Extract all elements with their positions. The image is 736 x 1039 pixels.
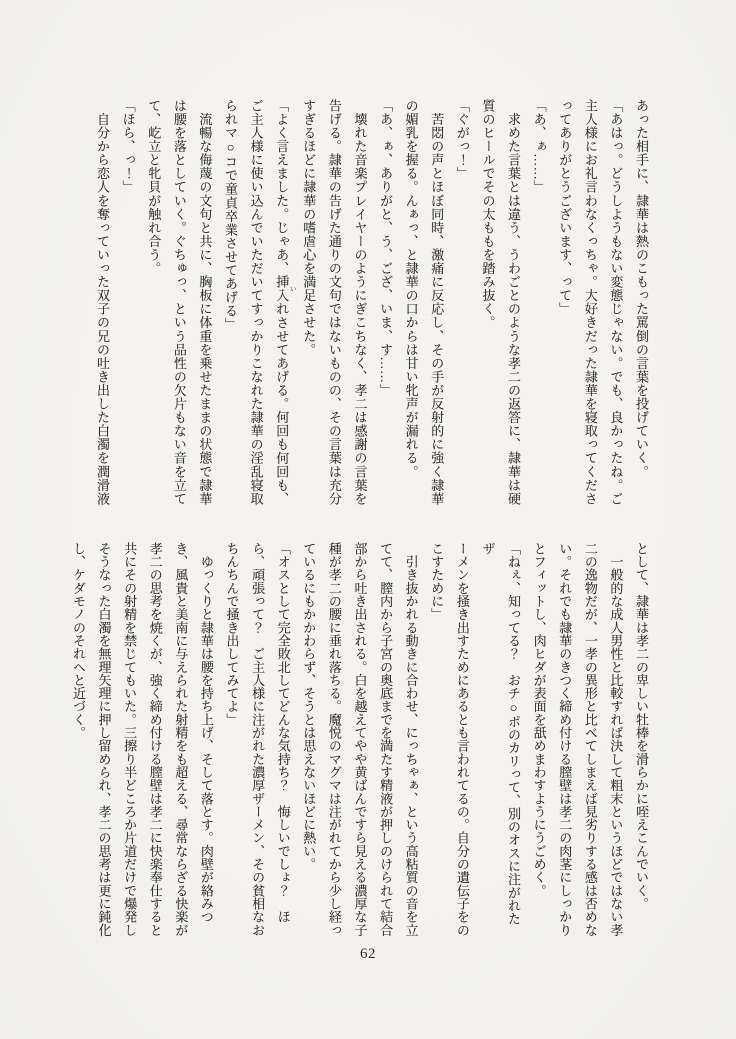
page-number: 62 — [360, 946, 376, 962]
text-line: すぎるほどに隷華の嗜虐心を満足させた。 — [301, 99, 317, 357]
text-line: い。それでも隷華のきつく締め付ける膣壁は孝二の肉茎にしっかり — [557, 542, 573, 937]
text-line: 共にその射精を禁じてもいた。三擦り半どころか片道だけで爆発し — [122, 542, 138, 937]
text-line: の媚乳を握る。んぁっ、と隷華の口からは甘い牝声が漏れる。 — [403, 99, 419, 479]
text-line: 二の逸物だが、一孝の異形と比べてしまえば見劣りする感は否めな — [582, 542, 598, 937]
text-line: そうなった白濁を無理矢理に押し留められ、孝二の思考は更に鈍化 — [96, 542, 112, 937]
text-line: ているにもかかわらず、そうとは思えないほどに熱い。 — [301, 542, 317, 871]
text-line: は腰を落としていく。ぐちゅっ、という品性の欠片もない音を立て — [171, 99, 187, 506]
text-line: 求めた言葉とは違う、うわごとのような孝二の返答に、隷華は硬 — [506, 99, 522, 506]
text-line: として、隷華は孝二の卑しい牡棒を滑らかに咥えこんでいく。 — [634, 542, 649, 911]
text-line: 「よく言えました。じゃあ、挿入 いれさせてあげる。何回も何回も、 — [274, 99, 296, 506]
text-line: てて、膣内から子宮の奥底までを満たす精液が押しのけられて結合 — [378, 542, 394, 937]
text-line: 孝二の思考を焼くが、強く締め付ける膣壁は孝二に快楽奉仕すると — [147, 542, 163, 937]
text-line: 「あ、ぁ、ありがと、う、ござ、いま、す……」 — [378, 99, 394, 398]
text-line: 引き抜かれる動きに合わせ、にっちゃぁ、という高粘質の音を立 — [403, 542, 419, 937]
text-line: き、風貴と美南に与えられた射精をも超える、尋常ならざる快楽が — [173, 542, 189, 937]
text-line: 質のヒールでその太ももを踏み抜く。 — [480, 99, 496, 330]
text-line: ら、頑張って？ ご主人様に注がれた濃厚ザーメン、その貧相なお — [250, 542, 266, 937]
text-line: 「ほら、っ！」 — [120, 99, 136, 194]
text-line: ちんちんで掻き出してみてよ」 — [224, 542, 240, 727]
text-line: あった相手に、隷華は熱のこもった罵倒の言葉を投げていく。 — [634, 99, 649, 479]
text-line: ーメンを掻き出すためにあるとも言われてるの。自分の遺伝子をの — [454, 542, 470, 937]
text-line: ってありがとうございます、って」 — [557, 99, 573, 316]
text-line: こすために」 — [429, 542, 445, 621]
text-line: 種が孝二の腰に垂れ落ちる。魔悦のマグマは注がれてから少し経っ — [326, 542, 342, 937]
text-block-upper — [90, 99, 654, 509]
text-line: 「オスとして完全敗北してどんな気持ち？ 悔しいでしょ？ ほ — [275, 542, 291, 924]
text-line: 流暢な侮蔑の文句と共に、胸板に体重を乗せたままの状態で隷華 — [197, 99, 213, 506]
text-line: 壊れた音楽プレイヤーのようにぎこちなく、孝二は感謝の言葉を — [352, 99, 368, 506]
text-block-lower — [70, 542, 654, 938]
text-line: られマ○コで童貞卒業させてあげる」 — [223, 99, 238, 332]
text-line: ゆっくりと隷華は腰を持ち上げ、そして落とす。肉壁が絡みつ — [198, 542, 214, 924]
text-line: 告げる。隷華の告げた通りの文句ではないものの、その言葉は充分 — [326, 99, 342, 506]
text-line: 「あ、ぁ……」 — [531, 99, 547, 194]
text-line: ご主人様に使い込んでいただいてすっかりこなれた隷華の淫乱寝取 — [248, 99, 264, 506]
text-line: 主人様にお礼言わなくっちゃ。大好きだった隷華を寝取ってくださ — [582, 99, 598, 506]
text-line: し、ケダモノのそれへと近づく。 — [70, 542, 86, 740]
text-line: 「ねぇ、知ってる？ おチ○ポのカリって、別のオスに注がれたザ — [480, 542, 522, 926]
text-line: て、屹立と牝貝が触れ合う。 — [146, 99, 162, 276]
text-line: 「ぐがっ！」 — [454, 99, 470, 181]
text-line: 一般的な成人男性と比較すれば決して粗末というほどではない孝 — [608, 542, 624, 937]
text-line: 「あはっ。どうしようもない変態じゃない。でも、良かったね。ご — [608, 99, 624, 506]
text-line: 自分から恋人を奪っていった双子の兄の吐き出した白濁を潤滑液 — [95, 99, 111, 506]
text-line: 苦悶の声とほぼ同時、激痛に反応し、その手が反射的に強く隷華 — [429, 99, 445, 506]
text-line: とフィットし、肉ヒダが表面を舐めまわすようにうごめく。 — [531, 542, 547, 898]
text-line: 部から吐き出される。白を越えてやや黄ばんですら見える濃厚な子 — [352, 542, 368, 937]
